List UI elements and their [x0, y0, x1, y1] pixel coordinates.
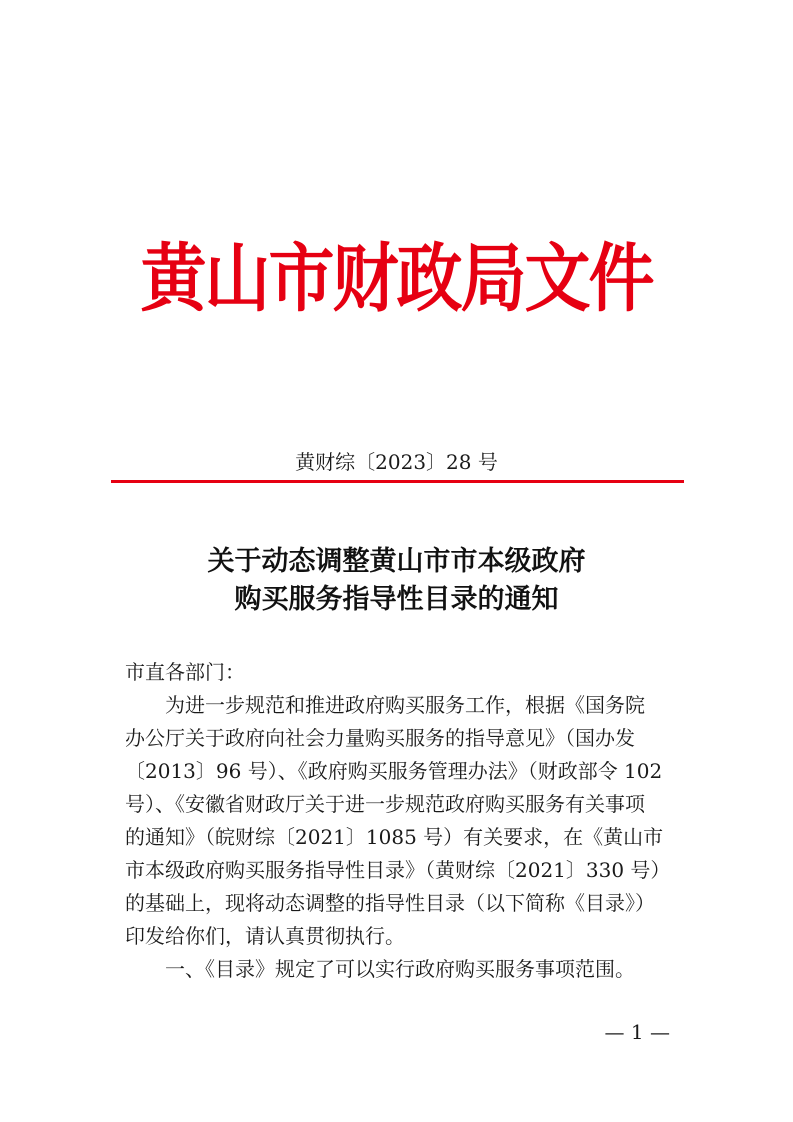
masthead-title: 黄山市财政局文件 — [140, 234, 653, 322]
document-number: 黄财综〔2023〕28 号 — [295, 450, 498, 474]
notice-title-line-2: 购买服务指导性目录的通知 — [234, 584, 559, 615]
addressee: 市直各部门： — [125, 660, 245, 684]
page-number: — 1 — — [604, 1020, 670, 1044]
notice-title-line-1: 关于动态调整黄山市市本级政府 — [207, 546, 586, 577]
body-line: 一、《目录》规定了可以实行政府购买服务事项范围。 — [165, 957, 635, 981]
body-line: 号）、《安徽省财政厅关于进一步规范政府购买服务有关事项 — [125, 792, 645, 816]
body-line: 办公厅关于政府向社会力量购买服务的指导意见》（国办发 — [125, 726, 635, 750]
body-line: 的通知》（皖财综〔2021〕1085 号）有关要求，在《黄山市 — [125, 825, 664, 849]
body-line: 市本级政府购买服务指导性目录》（黄财综〔2021〕330 号） — [125, 858, 671, 882]
notice-body — [125, 656, 673, 986]
body-line: 的基础上，现将动态调整的指导性目录（以下简称《目录》） — [125, 891, 655, 915]
body-line: 印发给你们，请认真贯彻执行。 — [125, 924, 405, 948]
red-divider-line — [111, 480, 684, 483]
notice-title — [0, 543, 793, 619]
body-line: 〔2013〕96 号）、《政府购买服务管理办法》（财政部令 102 — [125, 759, 663, 783]
body-line: 为进一步规范和推进政府购买服务工作，根据《国务院 — [165, 693, 645, 717]
